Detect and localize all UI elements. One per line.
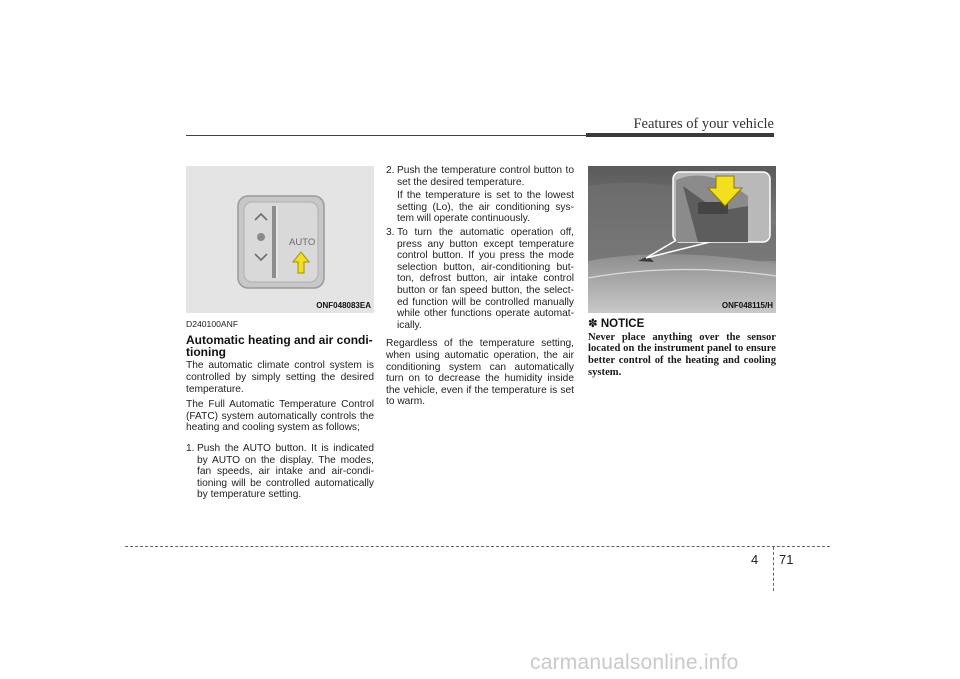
figure-caption: ONF048115/H [721, 301, 773, 311]
figure-sensor-location [588, 166, 776, 313]
list-subtext-body: If the temperature is set to the lowest setting (Lo), the air conditioning sys-tem will operate continuously. [397, 190, 574, 225]
list-text: To turn the automatic operation off, press any button except temperature control button. If you press the mode selection button, air-conditioning but-ton, defrost button, air intake control button or fan speed button, the select-ed function will be controlled manually while other functions operate automat-ically. [397, 226, 574, 331]
footer-divider [773, 547, 774, 591]
heading-line-2: tioning [186, 345, 226, 359]
notice-body: Never place anything over the sensor located on the instrument panel to ensure better control of the heating and cooling system. [588, 331, 776, 378]
auto-button-label: AUTO [289, 237, 316, 248]
page-header-title: Features of your vehicle [633, 116, 774, 132]
watermark-text: carmanualsonline.info [530, 651, 739, 674]
paragraph: Regardless of the temperature setting, when using automatic operation, the air conditioning system can automatically turn on to decrease the humidity inside the vehicle, even if the temperature is set to warm. [386, 338, 574, 408]
list-number: 2. [386, 165, 395, 176]
column-3 [588, 166, 776, 379]
list-text: Push the AUTO button. It is indicated by AUTO on the display. The modes, fan speeds, air intake and air-condi-tioning will be controlled automatically by temperature setting. [197, 442, 374, 501]
list-item [386, 165, 574, 188]
column-1 [186, 166, 374, 503]
header-rule-accent [586, 133, 774, 137]
paragraph: The Full Automatic Temperature Control (FATC) system automatically controls the heating and cooling system as follows; [186, 399, 374, 434]
paragraph: The automatic climate control system is controlled by simply setting the desired temperature. [186, 360, 374, 395]
list-text: Push the temperature control button to set the desired temperature. [397, 165, 574, 188]
heading-line-1: Automatic heating and air condi- [186, 332, 373, 347]
section-number: 4 [751, 552, 759, 567]
figure-caption: ONF048083EA [316, 301, 371, 311]
list-item [386, 227, 574, 331]
list-subtext [397, 190, 574, 225]
sensor-location-illustration [588, 166, 776, 313]
footer-rule [125, 546, 830, 547]
section-heading [186, 334, 374, 359]
section-code: D240100ANF [186, 319, 239, 329]
column-2 [386, 165, 574, 412]
figure-auto-button [186, 166, 374, 313]
list-number: 1. [186, 442, 195, 454]
notice-title: ✽ NOTICE [588, 318, 645, 330]
page-number: 71 [779, 552, 794, 567]
list-number: 3. [386, 226, 395, 238]
list-item [186, 443, 374, 501]
auto-button-illustration [186, 166, 374, 313]
